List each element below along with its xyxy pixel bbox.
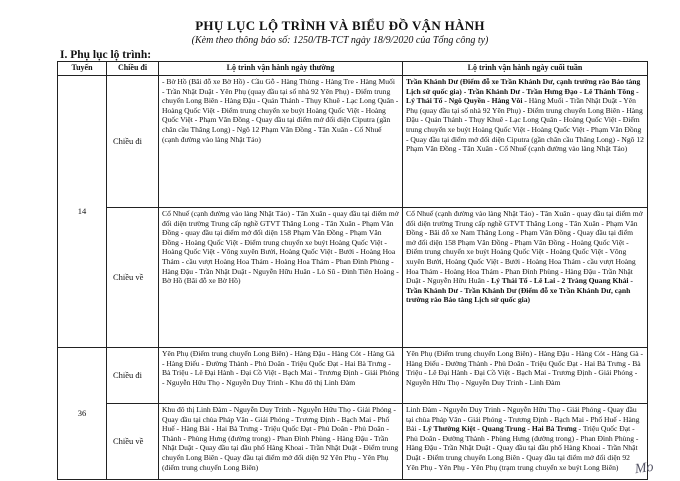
weekend-route: Yên Phụ (Điểm trung chuyển Long Biên) - Hàng Đậu - Hàng Cót - Hàng Gà - Hàng Điếu - Đường Thành - Phủ Doãn - Triệu Quốc Đạt - Hai Bà Trưng - Bà Triệu - Lê Đại Hành - Đại Cồ Việt - Bạch Mai - Trương Định - Giải Phóng - Nguyễn Hữu Thọ - Nguyễn Duy Trinh - Linh Đàm [403,348,648,404]
weekend-route [403,76,648,208]
route-number: 14 [58,76,107,348]
weekday-route: Khu đô thị Linh Đàm - Nguyễn Duy Trinh - Nguyễn Hữu Thọ - Giải Phóng - Quay đầu tại chùa Pháp Vân - Giải Phóng - Trương Định - Bạch Mai - Phố Huế - Hàng Bài - Hai Bà Trưng - Triệu Quốc Đạt - Phủ Doãn - Phủ Doãn - Thành - Phùng Hưng (đường trong) - Phan Đình Phùng - Hàng Đậu - Trần Nhật Duật - Quay đầu tại đầu phố Hàng Khoai - Trần Nhật Duật - Điểm trung chuyển Long Biên - Quay đầu tại điểm mở đối diện 92 Yên Phụ - Yên Phụ (điểm trung chuyển Long Biên) [159,404,403,480]
weekend-route-text: - Triệu Quốc Đạt - Phủ Doãn - Đường Thành - Phùng Hưng (đường trong) - Phan Đình Phùng - Hàng Đậu - Trần Nhật Duật - Quay đầu tại đầu phố Hàng Khoai - Trần Nhật Duật - Điểm trung chuyển Long Biên - Quay đầu tại điểm mở đối diện 92 Yên Phụ - Yên Phụ - Yên Phụ (trạm trung chuyển xe buýt Long Biên) [406,424,639,472]
section-heading: I. Phụ lục lộ trình: [60,49,152,61]
weekend-route-changed: Lý Thái Tổ - Lê Lai - 2 Tràng Quang Khải - Trần Khánh Dư - Trần Khánh Dư (Điểm đỗ xe Trần Khánh Dư, cạnh trường rào Bảo tàng Lịch sử quốc gia) [406,276,633,305]
direction-label: Chiều về [107,208,159,348]
document-subtitle: (Kèm theo thông báo số: 1250/TB-TCT ngày 18/9/2020 của Tổng công ty) [191,35,489,46]
table-header-row [58,62,648,76]
weekday-route: Yên Phụ (Điểm trung chuyển Long Biên) - Hàng Đậu - Hàng Cót - Hàng Gà - Hàng Điếu - Đường Thành - Phủ Doãn - Triệu Quốc Đạt - Hai Bà Trưng - Bà Triệu - Lê Đại Hành - Đại Cồ Việt - Bạch Mai - Trương Định - Giải Phóng - Nguyễn Hữu Thọ - Nguyễn Duy Trinh - Khu đô thị Linh Đàm [159,348,403,404]
table-row [58,348,648,404]
handwritten-page-mark: Mo [634,459,655,478]
direction-label: Chiều đi [107,348,159,404]
col-header-route: Tuyến [58,62,107,76]
col-header-direction: Chiều đi [107,62,159,76]
route-table [57,61,648,480]
weekend-route-changed: Lý Thường Kiệt - Quang Trung - Hai Bà Trưng [422,424,577,434]
weekend-route-text: Linh Đàm - Nguyễn Duy Trinh - Nguyễn Hữu Thọ - Giải Phóng - Quay đầu tại chùa Pháp Vân - Giải Phóng - Trương Định - Bạch Mai - Phố Huế - Hàng Bài - [406,405,640,434]
table-row [58,76,648,208]
weekend-route-changed: Trần Khánh Dư (Điểm đỗ xe Trần Khánh Dư, cạnh trường rào Bảo tàng Lịch sử quốc gia) - Trần Khánh Dư - Trần Hưng Đạo - Lê Thánh Tông - Lý Thái Tổ - Ngô Quyền - Hàng Vôi [406,77,641,106]
weekend-route-text: - Hàng Muối - Trần Nhật Duật - Yên Phụ (quay đầu tại số nhà 92 Yên Phụ) - Điểm trung chuyển Long Biên - Hàng Đậu - Quán Thánh - Thụy Khuê - Lạc Long Quân - Hoàng Quốc Việt - Điểm trung chuyển xe buýt Hoàng Quốc Việt - Hoàng Quốc Việt - Phạm Văn Đồng - Quay đầu tại điểm mở đối diện Ciputra (gần chân cầu Thăng Long) - Ngõ 12 Phạm Văn Đồng - Tân Xuân - Cổ Nhuế (cạnh đường vào làng Nhật Tảo) [406,96,644,154]
weekend-route [403,404,648,480]
route-number: 36 [58,348,107,480]
table-row [58,404,648,480]
col-header-weekend: Lộ trình vận hành ngày cuối tuần [403,62,648,76]
direction-label: Chiều về [107,404,159,480]
table-row [58,208,648,348]
col-header-weekday: Lộ trình vận hành ngày thường [159,62,403,76]
weekday-route: Cổ Nhuế (cạnh đường vào làng Nhật Tảo) - Tân Xuân - quay đầu tại điểm mở đối diện trường Trung cấp nghề GTVT Thăng Long - Tân Xuân - Phạm Văn Đồng - quay đầu tại điểm mở đối diện 158 Phạm Văn Đồng - Phạm Văn Đồng - Hoàng Quốc Việt - Điểm trung chuyển xe buýt Hoàng Quốc Việt - Hoàng Quốc Việt - Võng xuyên Bưởi, Hoàng Quốc Việt - Bưởi - Hoàng Hoa Thám - cầu vượt Hoàng Hoa Thám - Hoàng Hoa Thám - Phan Đình Phùng - Hàng Đậu - Trần Nhật Duật - Nguyễn Hữu Huân - Lò Sũ - Đinh Tiên Hoàng - Bờ Hồ (Bãi đỗ xe Bờ Hồ) [159,208,403,348]
weekday-route: - Bờ Hồ (Bãi đỗ xe Bờ Hồ) - Cầu Gỗ - Hàng Thùng - Hàng Tre - Hàng Muối - Trần Nhật Duật - Yên Phụ (quay đầu tại số nhà 92 Yên Phụ) - Điểm trung chuyển Long Biên - Hàng Đậu - Quán Thánh - Thụy Khuê - Lạc Long Quân - Hoàng Quốc Việt - Điểm trung chuyển xe buýt Hoàng Quốc Việt - Hoàng Quốc Việt - Phạm Văn Đồng - Quay đầu tại điểm mở đối diện Ciputra (gần chân cầu Thăng Long) - Ngõ 12 Phạm Văn Đồng - Tân Xuân - Cổ Nhuế (cạnh đường vào làng Nhật Tảo) [159,76,403,208]
weekend-route [403,208,648,348]
document-title: PHỤ LỤC LỘ TRÌNH VÀ BIỂU ĐỒ VẬN HÀNH [195,18,485,33]
weekend-route-text: Cổ Nhuế (cạnh đường vào làng Nhật Tảo) - Tân Xuân - quay đầu tại điểm mở đối diện trường Trung cấp nghề GTVT Thăng Long - Tân Xuân - Phạm Văn Đồng - Bãi đỗ xe Nam Thăng Long - Phạm Văn Đồng - Quay đầu tại điểm mở đối diện 158 Phạm Văn Đồng - Phạm Văn Đồng - Hoàng Quốc Việt - Điểm trung chuyển xe buýt Hoàng Quốc Việt - Hoàng Quốc Việt - Võng xuyên Bưởi, Hoàng Quốc Việt - Bưởi - Hoàng Hoa Thám - cầu vượt Hoàng Hoa Thám - Hoàng Hoa Thám - Phan Đình Phùng - Hàng Đậu - Trần Nhật Duật - Nguyễn Hữu Huân - [406,209,643,286]
direction-label: Chiều đi [107,76,159,208]
